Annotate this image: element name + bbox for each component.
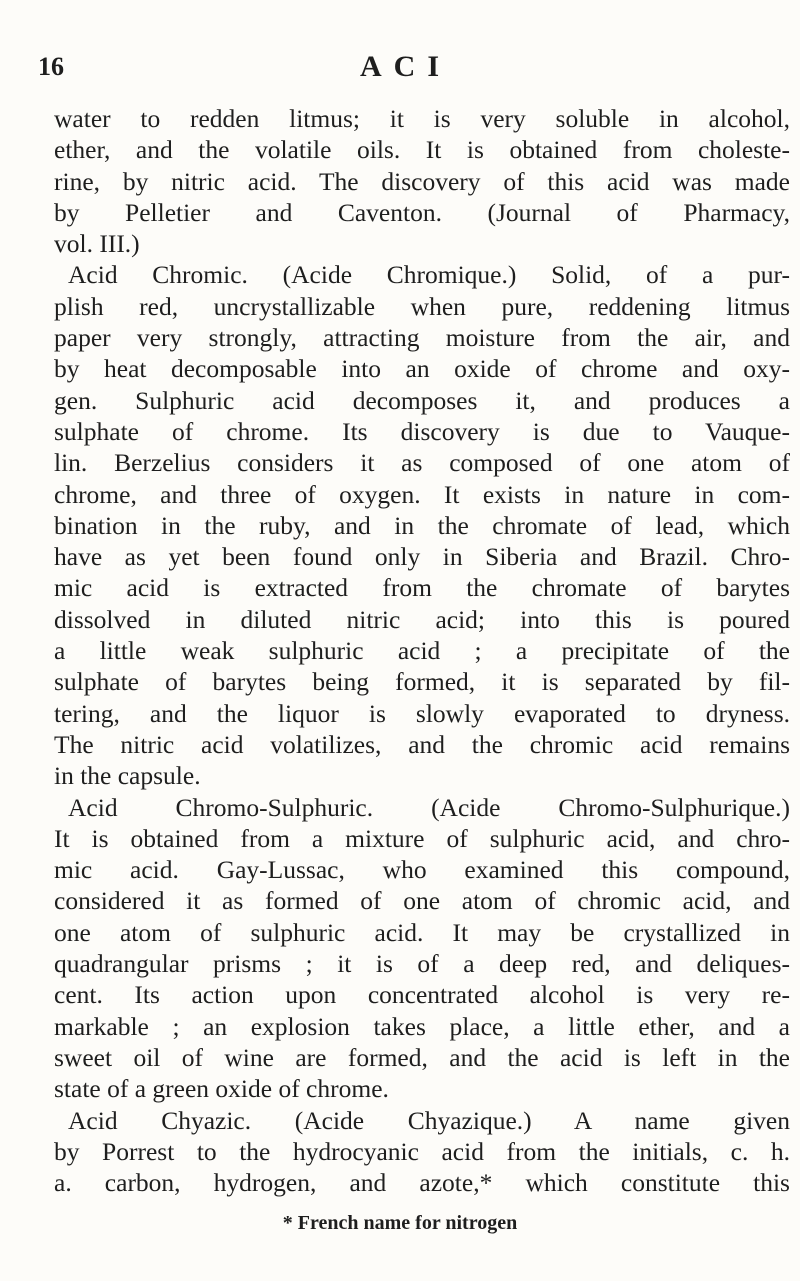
- text-line: ether, and the volatile oils. It is obtained from choleste-: [54, 135, 790, 165]
- text-line: by Porrest to the hydrocyanic acid from the initials, c. h.: [54, 1136, 790, 1166]
- text-line: have as yet been found only in Siberia and Brazil. Chro-: [54, 542, 790, 572]
- text-line: in the capsule.: [54, 761, 201, 791]
- text-line: chrome, and three of oxygen. It exists in nature in com-: [54, 479, 790, 509]
- text-line: tering, and the liquor is slowly evaporated to dryness.: [54, 698, 790, 728]
- text-line: paper very strongly, attracting moisture from the air, and: [54, 323, 790, 353]
- page-header: [0, 48, 800, 88]
- text-line: dissolved in diluted nitric acid; into this is poured: [54, 604, 790, 634]
- text-line: sweet oil of wine are formed, and the acid is left in the: [54, 1042, 790, 1072]
- text-line: bination in the ruby, and in the chromate of lead, which: [54, 510, 790, 540]
- text-line: gen. Sulphuric acid decomposes it, and produces a: [54, 385, 790, 415]
- footnote: * French name for nitrogen: [282, 1212, 518, 1234]
- text-line: markable ; an explosion takes place, a little ether, and a: [54, 1011, 790, 1041]
- text-line: a little weak sulphuric acid ; a precipitate of the: [54, 636, 790, 666]
- entry-heading-acid-chromo-sulphuric: Acid Chromo-Sulphuric. (Acide Chromo-Sulphurique.): [68, 792, 790, 822]
- text-line: cent. Its action upon concentrated alcohol is very re-: [54, 980, 790, 1010]
- text-line: considered it as formed of one atom of chromic acid, and: [54, 886, 790, 916]
- text-line: lin. Berzelius considers it as composed of one atom of: [54, 448, 790, 478]
- running-head: ACI: [360, 50, 452, 83]
- text-line: one atom of sulphuric acid. It may be crystallized in: [54, 917, 790, 947]
- text-line: by Pelletier and Caventon. (Journal of Pharmacy,: [54, 197, 790, 227]
- body-text: [54, 103, 790, 1198]
- page-number: 16: [38, 52, 64, 81]
- text-line: mic acid is extracted from the chromate of barytes: [54, 573, 790, 603]
- text-line: It is obtained from a mixture of sulphuric acid, and chro-: [54, 823, 790, 853]
- text-line: mic acid. Gay-Lussac, who examined this compound,: [54, 855, 790, 885]
- entry-heading-acid-chromic: Acid Chromic. (Acide Chromique.) Solid, of a pur-: [68, 260, 790, 290]
- text-line: water to redden litmus; it is very soluble in alcohol,: [54, 104, 790, 133]
- text-line: by heat decomposable into an oxide of chrome and oxy-: [54, 354, 790, 384]
- text-line: rine, by nitric acid. The discovery of this acid was made: [54, 166, 790, 196]
- text-line: sulphate of barytes being formed, it is separated by fil-: [54, 667, 790, 697]
- text-line: sulphate of chrome. Its discovery is due to Vauque-: [54, 416, 790, 446]
- text-line: quadrangular prisms ; it is of a deep red, and deliques-: [54, 949, 790, 979]
- text-line: plish red, uncrystallizable when pure, reddening litmus: [54, 291, 790, 321]
- text-line: state of a green oxide of chrome.: [54, 1074, 389, 1104]
- entry-heading-acid-chyazic: Acid Chyazic. (Acide Chyazique.) A name given: [68, 1105, 790, 1135]
- text-line: The nitric acid volatilizes, and the chromic acid remains: [54, 729, 790, 759]
- text-line: vol. III.): [54, 229, 140, 259]
- text-line: a. carbon, hydrogen, and azote,* which constitute this: [54, 1168, 790, 1198]
